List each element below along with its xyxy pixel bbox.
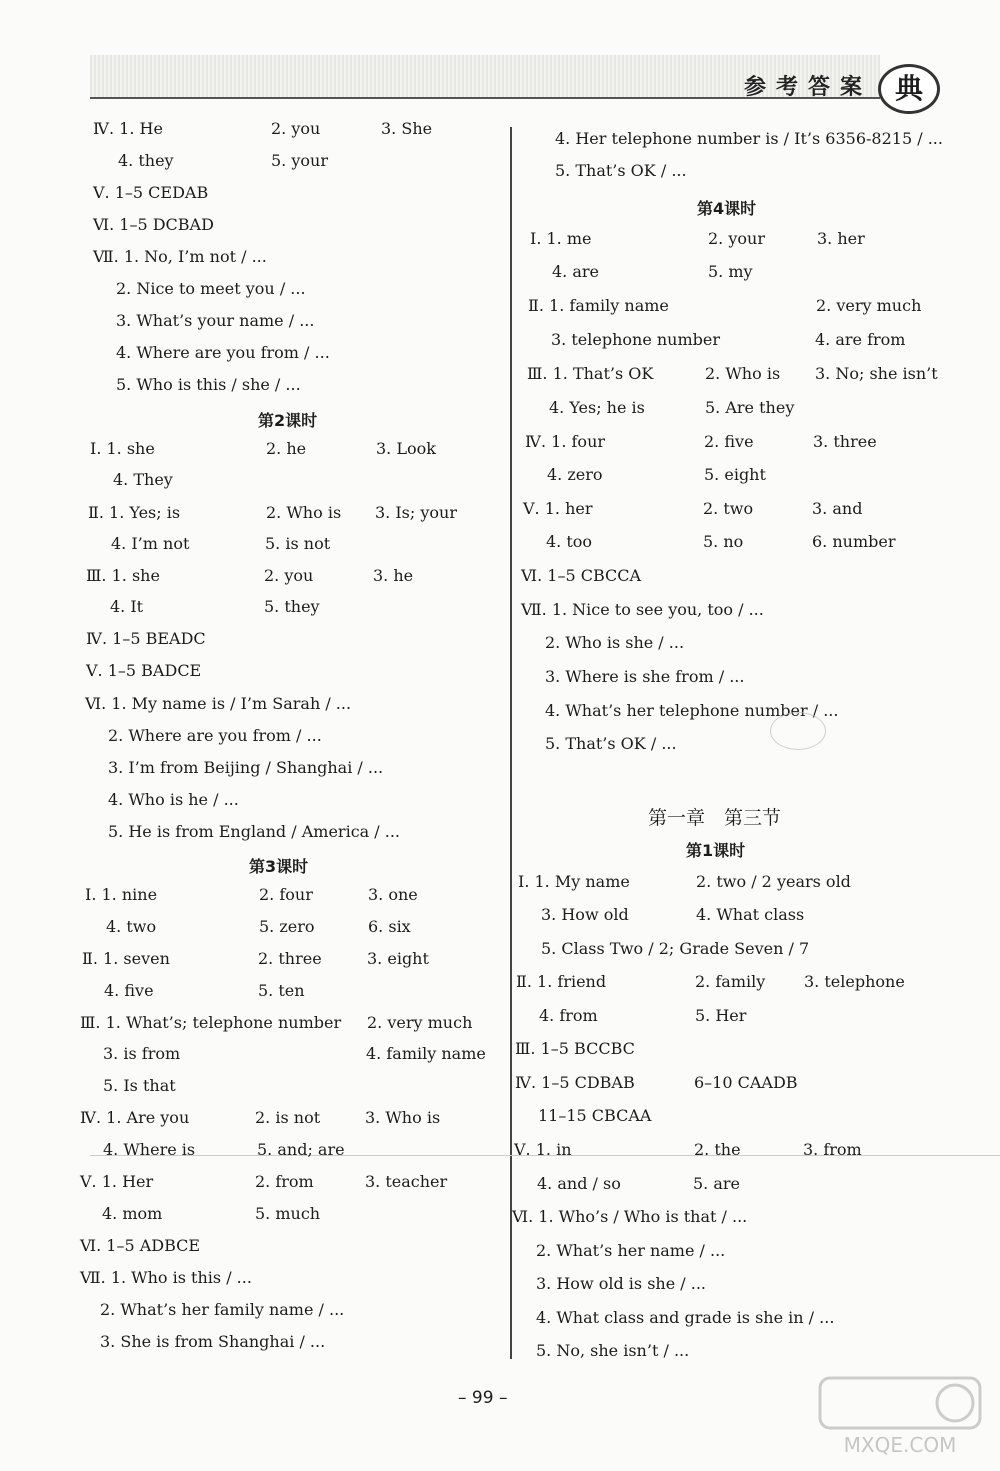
answer-text: 5. no <box>703 532 744 551</box>
answer-text: 2. family <box>695 972 766 991</box>
answer-text: 3. he <box>373 566 414 585</box>
answer-text: 2. Who is she / ... <box>545 633 685 652</box>
answer-text: 4. Her telephone number is / It’s 6356-8215 / ... <box>555 129 943 148</box>
answer-text: Ⅰ. 1. My name <box>518 872 630 891</box>
answer-text: 2. very much <box>367 1013 473 1032</box>
answer-text: Ⅱ. 1. family name <box>528 296 669 315</box>
answer-text: 4. and / so <box>537 1174 621 1193</box>
answer-text: 3. How old is she / ... <box>536 1274 707 1293</box>
answer-text: 2. Where are you from / ... <box>108 726 322 745</box>
answer-text: Ⅴ. 1. in <box>514 1140 572 1159</box>
answer-text: Ⅵ. 1–5 DCBAD <box>93 215 214 234</box>
answer-text: 3. telephone <box>804 972 905 991</box>
answer-text: 5. Class Two / 2; Grade Seven / 7 <box>541 939 810 958</box>
answer-text: 4. five <box>104 981 154 1000</box>
lesson-heading: 第2课时 <box>258 411 318 430</box>
answer-text: 4. zero <box>547 465 603 484</box>
answer-text: 3. I’m from Beijing / Shanghai / ... <box>108 758 384 777</box>
stamp-mark <box>770 712 826 750</box>
answer-text: 3. her <box>817 229 865 248</box>
answer-text: 4. are from <box>815 330 906 349</box>
answer-text: Ⅲ. 1. she <box>86 566 160 585</box>
answer-text: 5. Are they <box>705 398 795 417</box>
answer-text: 5. That’s OK / ... <box>545 734 677 753</box>
answer-text: 5. No, she isn’t / ... <box>536 1341 690 1360</box>
answer-text: Ⅲ. 1. What’s; telephone number <box>80 1013 342 1032</box>
answer-text: 3. is from <box>103 1044 181 1063</box>
answer-text: 5. they <box>264 597 320 616</box>
answer-text: 3. from <box>803 1140 862 1159</box>
answer-text: Ⅴ. 1–5 CEDAB <box>93 183 209 202</box>
answer-text: Ⅲ. 1. That’s OK <box>527 364 654 383</box>
answer-text: 5. That’s OK / ... <box>555 161 687 180</box>
answer-text: 6. six <box>368 917 411 936</box>
answer-text: 4. Who is he / ... <box>108 790 239 809</box>
answer-text: Ⅱ. 1. seven <box>82 949 170 968</box>
answer-text: 2. from <box>255 1172 314 1191</box>
answer-text: 4. Where is <box>103 1140 196 1159</box>
answer-text: 3. teacher <box>365 1172 448 1191</box>
answer-text: Ⅳ. 1. Are you <box>80 1108 190 1127</box>
answer-text: 2. three <box>258 949 322 968</box>
header-title: 参考答案 <box>744 75 873 100</box>
answer-text: 4. What class and grade is she in / ... <box>536 1308 835 1327</box>
lesson-heading: 第4课时 <box>697 199 757 218</box>
answer-text: 5. your <box>271 151 328 170</box>
answer-text: 3. Look <box>376 439 436 458</box>
answer-text: 11–15 CBCAA <box>538 1106 652 1125</box>
answer-text: 5. Who is this / she / ... <box>116 375 301 394</box>
answer-text: 3. Where is she from / ... <box>545 667 745 686</box>
answer-text: 2. What’s her family name / ... <box>100 1300 345 1319</box>
answer-text: 2. two <box>703 499 754 518</box>
answer-text: 3. telephone number <box>551 330 721 349</box>
answer-text: Ⅴ. 1. her <box>523 499 593 518</box>
answer-text: 4. They <box>113 470 173 489</box>
answer-text: 3. No; she isn’t <box>815 364 938 383</box>
answer-text: Ⅳ. 1. four <box>525 432 606 451</box>
answer-text: 3. Who is <box>365 1108 441 1127</box>
answer-text: 4. What’s her telephone number / ... <box>545 701 839 720</box>
lesson-heading: 第3课时 <box>249 857 309 876</box>
answer-text: 5. and; are <box>257 1140 345 1159</box>
answer-text: 4. What class <box>696 905 805 924</box>
answer-text: Ⅳ. 1. He <box>93 119 163 138</box>
answer-text: Ⅲ. 1–5 BCCBC <box>515 1039 635 1058</box>
answer-text: 4. two <box>106 917 157 936</box>
answer-text: 5. much <box>255 1204 321 1223</box>
chapter-heading: 第一章 第三节 <box>648 807 782 829</box>
answer-text: 5. are <box>693 1174 741 1193</box>
answer-text: 2. he <box>266 439 307 458</box>
answer-text: 2. five <box>704 432 754 451</box>
emblem-logo: 典 <box>878 64 940 114</box>
answer-text: 3. She <box>381 119 433 138</box>
answer-text: Ⅵ. 1. Who’s / Who is that / ... <box>512 1207 748 1226</box>
column-divider <box>510 127 512 1359</box>
answer-text: 3. Is; your <box>375 503 457 522</box>
answer-text: Ⅳ. 1–5 CDBAB <box>515 1073 635 1092</box>
answer-text: Ⅶ. 1. No, I’m not / ... <box>93 247 267 266</box>
answer-text: 2. Who is <box>266 503 342 522</box>
answer-text: 5. is not <box>265 534 331 553</box>
answer-text: 2. you <box>271 119 321 138</box>
answer-text: 5. He is from England / America / ... <box>108 822 401 841</box>
watermark-logo <box>810 1372 990 1462</box>
answer-text: 6. number <box>812 532 896 551</box>
answer-text: Ⅰ. 1. she <box>90 439 155 458</box>
answer-text: 6–10 CAADB <box>694 1073 798 1092</box>
answer-text: 4. are <box>552 262 600 281</box>
answer-text: Ⅳ. 1–5 BEADC <box>86 629 206 648</box>
answer-text: 3. She is from Shanghai / ... <box>100 1332 326 1351</box>
answer-text: 3. eight <box>367 949 429 968</box>
answer-text: 3. three <box>813 432 877 451</box>
answer-text: 2. two / 2 years old <box>696 872 851 891</box>
answer-text: 4. I’m not <box>111 534 190 553</box>
answer-text: 2. Who is <box>705 364 781 383</box>
answer-text: 2. you <box>264 566 314 585</box>
answer-text: 2. is not <box>255 1108 321 1127</box>
answer-text: 4. family name <box>366 1044 486 1063</box>
answer-text: 5. Her <box>695 1006 747 1025</box>
answer-text: Ⅵ. 1–5 CBCCA <box>521 566 642 585</box>
answer-text: 4. Where are you from / ... <box>116 343 330 362</box>
answer-text: 4. they <box>118 151 174 170</box>
answer-text: Ⅴ. 1–5 BADCE <box>86 661 202 680</box>
answer-text: Ⅱ. 1. Yes; is <box>88 503 181 522</box>
answer-text: 2. four <box>259 885 313 904</box>
answer-text: 4. too <box>546 532 593 551</box>
page-number: – 99 – <box>458 1388 508 1408</box>
watermark-text: MXQE.COM <box>843 1433 957 1457</box>
answer-text: Ⅵ. 1. My name is / I’m Sarah / ... <box>85 694 352 713</box>
answer-text: 4. Yes; he is <box>549 398 645 417</box>
answer-text: 5. Is that <box>103 1076 176 1095</box>
answer-text: Ⅰ. 1. me <box>530 229 592 248</box>
answer-text: Ⅶ. 1. Who is this / ... <box>80 1268 252 1287</box>
answer-text: 5. ten <box>258 981 305 1000</box>
answer-text: Ⅵ. 1–5 ADBCE <box>80 1236 201 1255</box>
answer-text: 2. Nice to meet you / ... <box>116 279 306 298</box>
answer-text: 2. What’s her name / ... <box>536 1241 726 1260</box>
answer-text: 2. your <box>708 229 765 248</box>
answer-text: Ⅱ. 1. friend <box>516 972 607 991</box>
answer-text: 2. very much <box>816 296 922 315</box>
answer-text: 2. the <box>694 1140 741 1159</box>
answer-text: 4. mom <box>102 1204 163 1223</box>
answer-text: 3. What’s your name / ... <box>116 311 315 330</box>
answer-text: 5. zero <box>259 917 315 936</box>
answer-text: 4. It <box>110 597 144 616</box>
answer-text: Ⅴ. 1. Her <box>80 1172 154 1191</box>
answer-text: 5. eight <box>704 465 766 484</box>
answer-text: 3. How old <box>541 905 629 924</box>
answer-text: 3. and <box>812 499 863 518</box>
answer-text: Ⅶ. 1. Nice to see you, too / ... <box>521 600 764 619</box>
answer-text: 3. one <box>368 885 418 904</box>
answer-text: Ⅰ. 1. nine <box>85 885 158 904</box>
answer-text: 4. from <box>539 1006 598 1025</box>
answer-text: 5. my <box>708 262 753 281</box>
lesson-heading: 第1课时 <box>686 841 746 860</box>
